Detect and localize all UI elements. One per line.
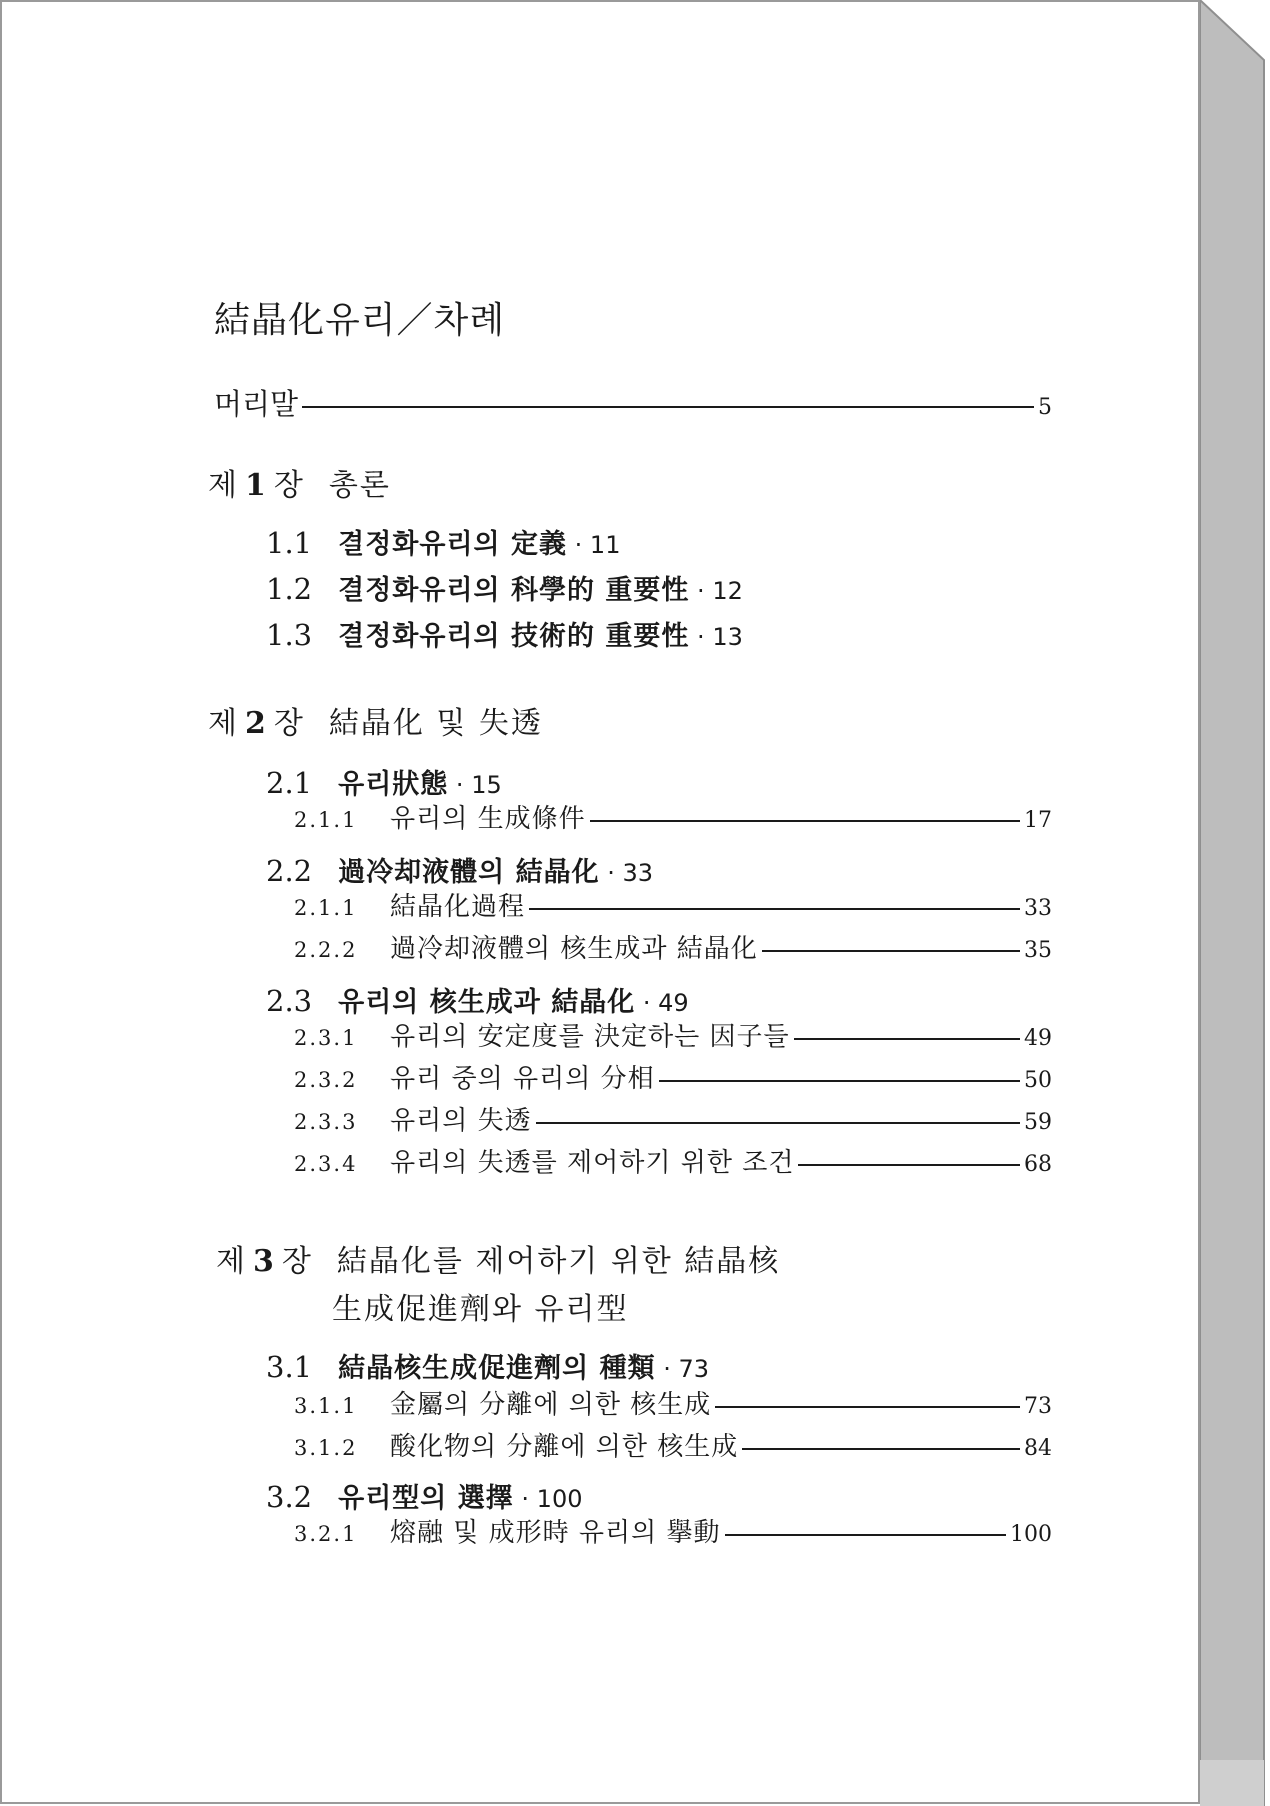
subsection-row[interactable] [294, 936, 1052, 962]
subsection-number: 2.1.1 [294, 808, 358, 832]
subsection-page: 33 [1024, 896, 1052, 921]
section-1-2[interactable] [266, 568, 743, 607]
dot-leader [659, 1080, 1020, 1082]
subsection-number: 2.1.1 [294, 896, 358, 920]
page-number: 11 [589, 531, 621, 559]
chapter-title: 結晶化를 제어하기 위한 結晶核 [336, 1244, 781, 1279]
subsection-page: 68 [1024, 1152, 1052, 1177]
subsection-row[interactable] [294, 1434, 1052, 1460]
subsection-row[interactable] [294, 1520, 1052, 1546]
chapter-1-heading[interactable] [208, 460, 391, 504]
section-title: 過冷却液體의 結晶化 [338, 857, 600, 888]
section-2-2[interactable] [266, 850, 653, 889]
section-number: 2.2 [266, 854, 313, 888]
dot-leader [762, 950, 1020, 952]
section-number: 3.1 [266, 1350, 313, 1384]
subsection-number: 2.2.2 [294, 938, 358, 962]
chapter-3-title-line2: 生成促進劑와 유리型 [332, 1292, 629, 1327]
section-page: · 13 [689, 623, 743, 651]
page-number: 49 [658, 989, 689, 1017]
subsection-title: 酸化物의 分離에 의한 核生成 [390, 1432, 739, 1462]
section-page: · 33 [599, 859, 654, 887]
section-number: 1.1 [266, 526, 313, 560]
chapter-3-heading[interactable] [216, 1236, 780, 1280]
section-number: 1.2 [266, 572, 313, 606]
subsection-title: 熔融 및 成形時 유리의 擧動 [390, 1518, 721, 1548]
section-number: 2.3 [266, 984, 313, 1018]
section-3-2[interactable] [266, 1476, 582, 1515]
section-number: 3.2 [266, 1480, 313, 1514]
section-3-1[interactable] [266, 1346, 709, 1385]
chapter-title: 총론 [328, 468, 391, 503]
section-title: 유리의 核生成과 結晶化 [338, 987, 636, 1018]
dot-leader [725, 1534, 1006, 1536]
section-1-1[interactable] [266, 522, 620, 561]
subsection-page: 100 [1010, 1522, 1052, 1547]
subsection-title: 유리 중의 유리의 分相 [390, 1064, 655, 1094]
subsection-title: 유리의 安定度를 決定하는 因子들 [390, 1022, 790, 1052]
section-page: · 73 [655, 1355, 710, 1383]
section-page: · 11 [567, 531, 621, 559]
chapter-title: 結晶化 및 失透 [328, 706, 543, 741]
section-2-3[interactable] [266, 980, 689, 1019]
dot-leader [536, 1122, 1020, 1124]
dot-leader [715, 1406, 1020, 1408]
chapter-prefix: 제 [208, 706, 239, 741]
chapter-number: 3 [252, 1244, 276, 1279]
subsection-page: 17 [1024, 808, 1052, 833]
page-number: 33 [622, 859, 654, 887]
subsection-page: 50 [1024, 1068, 1052, 1093]
chapter-suffix: 장 [273, 706, 305, 741]
subsection-number: 2.3.2 [294, 1068, 358, 1092]
section-title: 유리狀態 [338, 769, 449, 800]
dot-leader [529, 908, 1020, 910]
section-page: · 49 [635, 989, 689, 1017]
preface-label: 머리말 [214, 387, 299, 421]
page-number: 73 [678, 1355, 710, 1383]
subsection-row[interactable] [294, 1108, 1052, 1134]
chapter-number: 1 [244, 468, 268, 503]
section-page: · 15 [448, 771, 502, 799]
chapter-suffix: 장 [281, 1244, 313, 1279]
chapter-suffix: 장 [273, 468, 305, 503]
section-page: · 12 [689, 577, 743, 605]
subsection-title: 金屬의 分離에 의한 核生成 [390, 1390, 712, 1420]
subsection-row[interactable] [294, 1066, 1052, 1092]
subsection-row[interactable] [294, 1150, 1052, 1176]
dot-leader [590, 820, 1020, 822]
subsection-title: 유리의 失透를 제어하기 위한 조건 [390, 1148, 795, 1178]
dot-leader [794, 1038, 1020, 1040]
subsection-page: 73 [1024, 1394, 1052, 1419]
subsection-row[interactable] [294, 806, 1052, 832]
subsection-page: 49 [1024, 1026, 1052, 1051]
chapter-prefix: 제 [216, 1244, 247, 1279]
subsection-page: 84 [1024, 1436, 1052, 1461]
subsection-page: 35 [1024, 938, 1052, 963]
subsection-row[interactable] [294, 1392, 1052, 1418]
dot-leader [302, 406, 1034, 408]
subsection-number: 3.1.1 [294, 1394, 358, 1418]
section-1-3[interactable] [266, 614, 743, 653]
section-title: 유리型의 選擇 [338, 1483, 514, 1514]
book-page-edge [1200, 0, 1270, 1806]
section-title: 결정화유리의 科學的 重要性 [338, 575, 690, 606]
section-page: · 100 [513, 1485, 583, 1513]
subsection-number: 2.3.3 [294, 1110, 358, 1134]
dot-leader [798, 1164, 1020, 1166]
subsection-title: 過冷却液體의 核生成과 結晶化 [390, 934, 758, 964]
preface-page: 5 [1038, 395, 1052, 420]
section-number: 1.3 [266, 618, 313, 652]
subsection-row[interactable] [294, 1024, 1052, 1050]
subsection-page: 59 [1024, 1110, 1052, 1135]
subsection-row[interactable] [294, 894, 1052, 920]
section-title: 결정화유리의 技術的 重要性 [338, 621, 690, 652]
subsection-number: 2.3.4 [294, 1152, 358, 1176]
dot-leader [742, 1448, 1020, 1450]
chapter-2-heading[interactable] [208, 698, 543, 742]
section-number: 2.1 [266, 766, 313, 800]
subsection-title: 유리의 失透 [390, 1106, 532, 1136]
subsection-number: 3.2.1 [294, 1522, 358, 1546]
page-number: 12 [712, 577, 743, 605]
section-2-1[interactable] [266, 762, 502, 801]
page-number: 13 [712, 623, 743, 651]
subsection-number: 2.3.1 [294, 1026, 358, 1050]
section-title: 결정화유리의 定義 [338, 529, 568, 560]
toc-preface-row[interactable] [214, 387, 1052, 421]
subsection-title: 結晶化過程 [390, 892, 526, 922]
section-title: 結晶核生成促進劑의 種類 [338, 1353, 656, 1384]
chapter-number: 2 [244, 706, 268, 741]
page-number: 100 [536, 1485, 583, 1513]
chapter-prefix: 제 [208, 468, 239, 503]
toc-title: 結晶化유리／차례 [214, 300, 506, 341]
page-number: 15 [471, 771, 502, 799]
subsection-title: 유리의 生成條件 [390, 804, 586, 834]
subsection-number: 3.1.2 [294, 1436, 358, 1460]
